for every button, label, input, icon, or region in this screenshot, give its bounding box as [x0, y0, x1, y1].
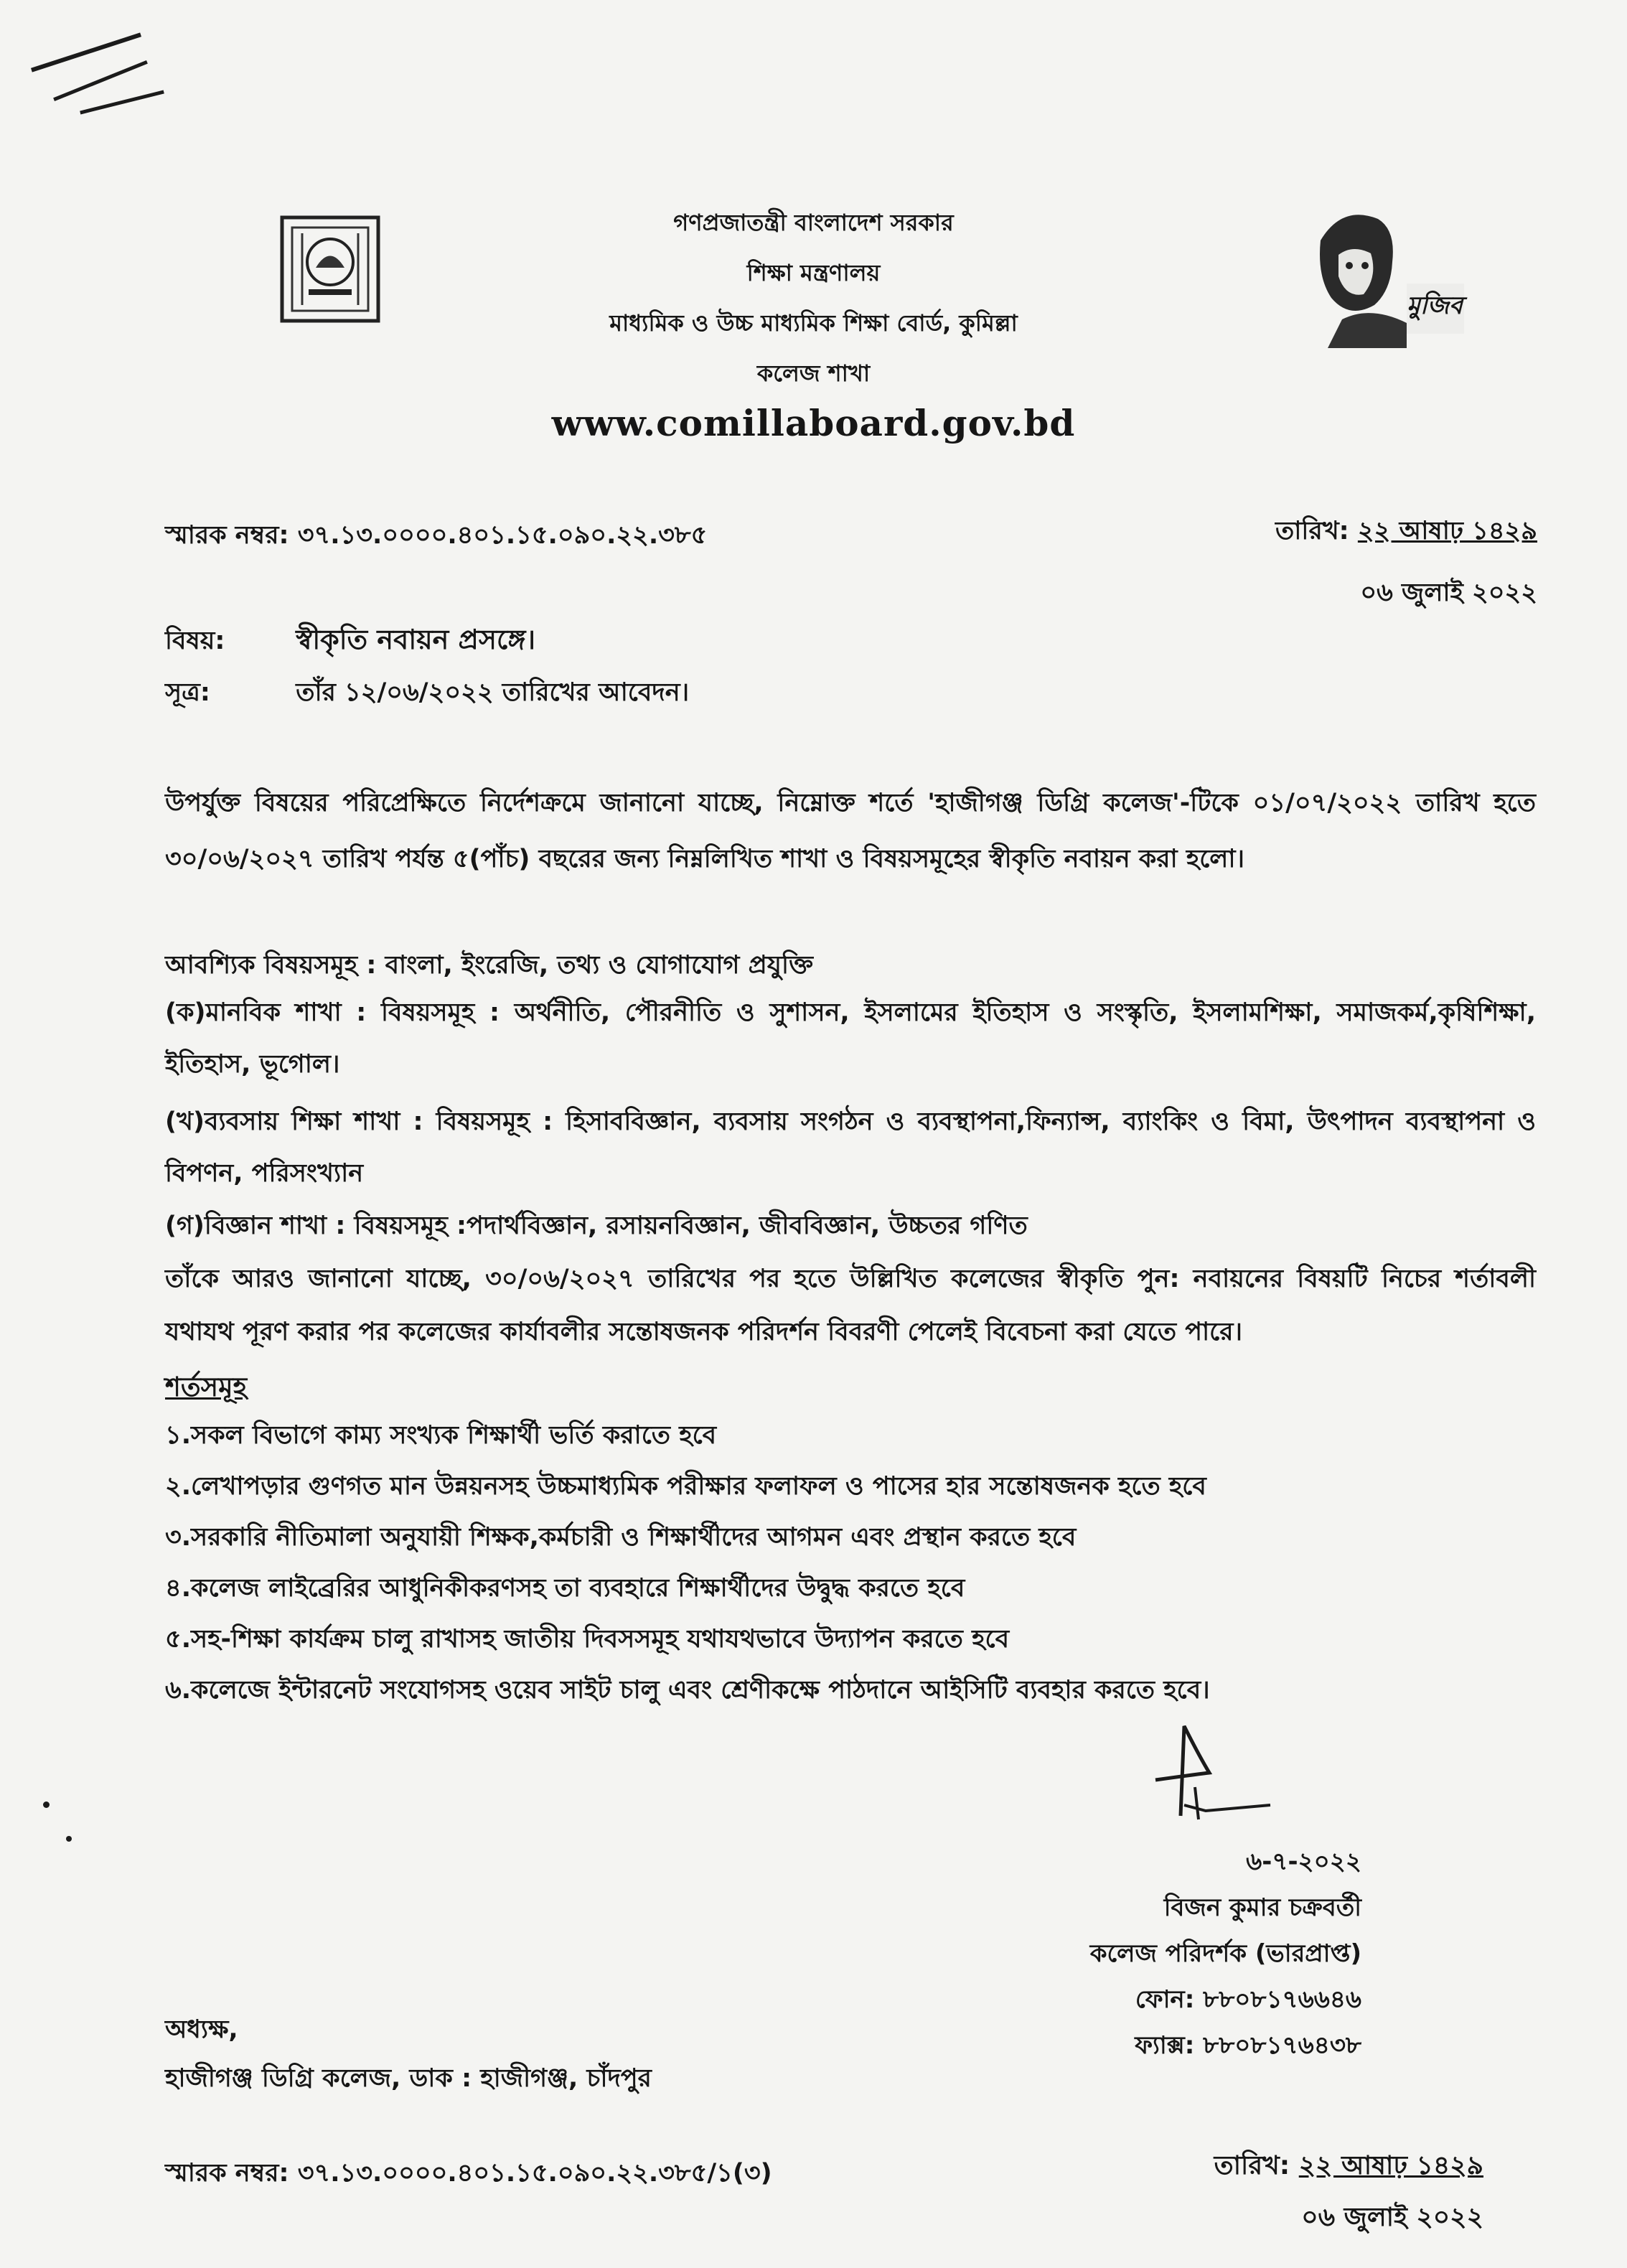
condition-item: ৫.সহ-শিক্ষা কার্যক্রম চালু রাখাসহ জাতীয় দিবসসমূহ যথাযথভাবে উদ্যাপন করতে হবে: [165, 1625, 1010, 1654]
recipient-address: হাজীগঞ্জ ডিগ্রি কলেজ, ডাক : হাজীগঞ্জ, চাঁদপুর: [165, 2064, 652, 2093]
date-bangla: ২২ আষাঢ় ১৪২৯: [1357, 517, 1537, 545]
signatory-name: বিজন কুমার চক্রবর্তী: [1163, 1893, 1361, 1922]
branch-name: কলেজ শাখা: [756, 360, 871, 387]
board-name: মাধ্যমিক ও উচ্চ মাধ্যমিক শিক্ষা বোর্ড, কুমিল্লা: [609, 309, 1018, 337]
memo-number-value: ৩৭.১৩.০০০০.৪০১.১৫.০৯০.২২.৩৮৫: [297, 521, 708, 550]
further-paragraph: তাঁকে আরও জানানো যাচ্ছে, ৩০/০৬/২০২৭ তারিখের পর হতে উল্লিখিত কলেজের স্বীকৃতি পুন: নবায়নের বিষয়টি নিচের শর্তাবলী যথাযথ পূরণ করার পর কলেজের কার্যাবলীর সন্তোষজনক পরিদর্শন বিবরণী পেলেই বিবেচনা করা যেতে পারে।: [165, 1265, 1536, 1346]
compulsory-subjects: আবশ্যিক বিষয়সমূহ : বাংলা, ইংরেজি, তথ্য ও যোগাযোগ প্রযুক্তি: [165, 951, 813, 980]
copy-memo-number: [165, 2153, 772, 2196]
handwritten-signature: [1141, 1719, 1285, 1827]
conditions-heading: শর্তসমূহ: [165, 1372, 248, 1402]
copy-memo-label: স্মারক নম্বর:: [165, 2159, 289, 2188]
condition-item: ২.লেখাপড়ার গুণগত মান উন্নয়নসহ উচ্চমাধ্যমিক পরীক্ষার ফলাফল ও পাসের হার সন্তোষজনক হতে হবে: [165, 1472, 1206, 1501]
copy-memo-date: [1214, 2146, 1483, 2189]
memo-number: [165, 515, 707, 558]
signature-date: ৬-৭-২০২২: [1246, 1847, 1361, 1876]
reference-line: [165, 673, 689, 715]
condition-item: ১.সকল বিভাগে কাম্য সংখ্যক শিক্ষার্থী ভর্তি করাতে হবে: [165, 1421, 717, 1450]
government-name: গণপ্রজাতন্ত্রী বাংলাদেশ সরকার: [673, 209, 954, 236]
stray-mark: [43, 1801, 50, 1808]
signatory-designation: কলেজ পরিদর্শক (ভারপ্রাপ্ত): [1089, 1939, 1361, 1968]
stray-mark: [66, 1836, 72, 1842]
ministry-name: শিক্ষা মন্ত্রণালয়: [746, 259, 881, 286]
science-subjects: (গ)বিজ্ঞান শাখা : বিষয়সমূহ :পদার্থবিজ্ঞান, রসায়নবিজ্ঞান, জীববিজ্ঞান, উচ্চতর গণিত: [165, 1212, 1028, 1240]
date-english: ০৬ জুলাই ২০২২: [1360, 578, 1537, 607]
date-label: তারিখ:: [1275, 517, 1349, 545]
condition-item: ৩.সরকারি নীতিমালা অনুযায়ী শিক্ষক,কর্মচারী ও শিক্ষার্থীদের আগমন এবং প্রস্থান করতে হবে: [165, 1523, 1077, 1552]
copy-date-label: তারিখ:: [1214, 2151, 1290, 2180]
memo-label: স্মারক নম্বর:: [165, 521, 289, 550]
subject-label: বিষয়:: [165, 627, 225, 655]
subject-text: স্বীকৃতি নবায়ন প্রসঙ্গে।: [296, 624, 536, 655]
reference-text: তাঁর ১২/০৬/২০২২ তারিখের আবেদন।: [296, 678, 690, 707]
copy-date-bangla: ২২ আষাঢ় ১৪২৯: [1298, 2151, 1483, 2180]
copy-date-english: ০৬ জুলাই ২০২২: [1301, 2203, 1483, 2232]
signatory-phone: ফোন: ৮৮০৮১৭৬৬৪৬: [1135, 1985, 1361, 2014]
reference-label: সূত্র:: [165, 678, 210, 707]
condition-item: ৬.কলেজে ইন্টারনেট সংযোগসহ ওয়েব সাইট চালু এবং শ্রেণীকক্ষে পাঠদানে আইসিটি ব্যবহার করতে হবে।: [165, 1676, 1210, 1705]
humanities-subjects: (ক)মানবিক শাখা : বিষয়সমূহ : অর্থনীতি, পৌরনীতি ও সুশাসন, ইসলামের ইতিহাস ও সংস্কৃতি, ইসলামশিক্ষা, সমাজকর্ম,কৃষিশিক্ষা, ইতিহাস, ভূগোল।: [165, 998, 1536, 1079]
intro-paragraph: উপর্যুক্ত বিষয়ের পরিপ্রেক্ষিতে নির্দেশক্রমে জানানো যাচ্ছে, নিম্নোক্ত শর্তে 'হাজীগঞ্জ ডিগ্রি কলেজ'-টিকে ০১/০৭/২০২২ তারিখ হতে ৩০/০৬/২০২৭ তারিখ পর্যন্ত ৫(পাঁচ) বছরের জন্য নিম্নলিখিত শাখা ও বিষয়সমূহের স্বীকৃতি নবায়ন করা হলো।: [165, 789, 1536, 873]
subject-line: [165, 619, 535, 665]
memo-date: [1275, 511, 1537, 553]
portrait-caption: মুজিব: [1407, 291, 1463, 320]
recipient-title: অধ্যক্ষ,: [165, 2015, 238, 2044]
board-website-link[interactable]: www.comillaboard.gov.bd: [551, 402, 1076, 444]
copy-memo-number-value: ৩৭.১৩.০০০০.৪০১.১৫.০৯০.২২.৩৮৫/১(৩): [297, 2159, 772, 2188]
condition-item: ৪.কলেজ লাইব্রেরির আধুনিকীকরণসহ তা ব্যবহারে শিক্ষার্থীদের উদ্বুদ্ধ করতে হবে: [165, 1574, 965, 1603]
signature-block: [1090, 1839, 1361, 2068]
business-subjects: (খ)ব্যবসায় শিক্ষা শাখা : বিষয়সমূহ : হিসাববিজ্ঞান, ব্যবসায় সংগঠন ও ব্যবস্থাপনা,ফিন্যান্স, ব্যাংকিং ও বিমা, উৎপাদন ব্যবস্থাপনা ও বিপণন, পরিসংখ্যান: [165, 1107, 1536, 1188]
signatory-fax: ফ্যাক্স: ৮৮০৮১৭৬৪৩৮: [1135, 2031, 1361, 2060]
